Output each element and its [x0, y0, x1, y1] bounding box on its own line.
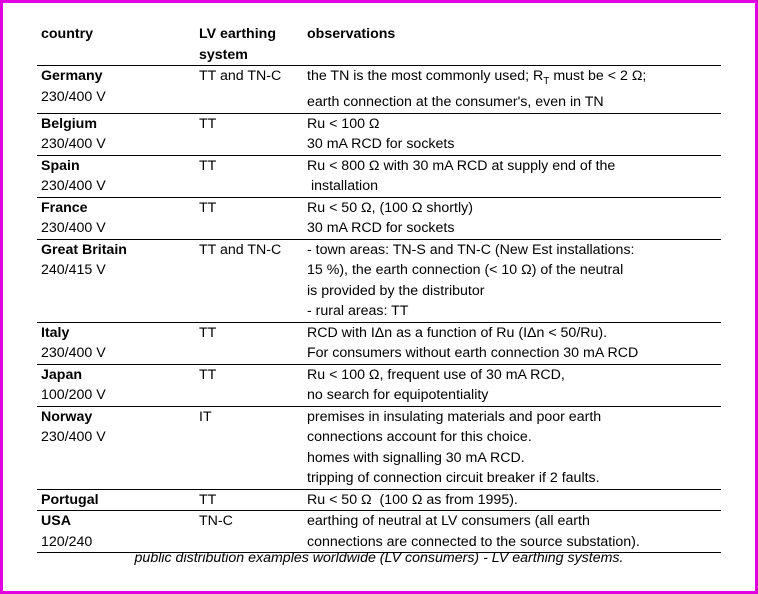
country-voltage: 120/240	[41, 533, 93, 550]
observation-line: - town areas: TN-S and TN-C (New Est installations:	[307, 241, 635, 258]
country-cell	[37, 364, 195, 406]
observations-cell	[303, 406, 721, 489]
observation-line: Ru < 50 Ω, (100 Ω shortly)	[307, 199, 473, 216]
table-row	[37, 197, 721, 239]
country-voltage: 230/400 V	[41, 429, 106, 446]
observations-cell	[303, 239, 721, 322]
country-name: USA	[41, 513, 71, 530]
observation-line: homes with signalling 30 mA RCD.	[307, 449, 525, 466]
country-cell	[37, 239, 195, 322]
system-cell: TT	[199, 366, 217, 383]
observation-line: connections account for this choice.	[307, 429, 532, 446]
observation-line: Ru < 50 Ω (100 Ω as from 1995).	[307, 491, 518, 508]
observation-line: tripping of connection circuit breaker if 2 faults.	[307, 470, 600, 487]
system-cell: IT	[199, 408, 212, 425]
observations-cell	[303, 511, 721, 553]
observation-line: 15 %), the earth connection (< 10 Ω) of the neutral	[307, 262, 624, 279]
table-row	[37, 239, 721, 322]
observation-line: premises in insulating materials and poor earth	[307, 408, 602, 425]
earthing-systems-table	[37, 24, 721, 553]
header-system-line2: system	[199, 46, 248, 63]
observation-line: earth connection at the consumer's, even in TN	[307, 94, 604, 111]
table-row	[37, 322, 721, 364]
table-row	[37, 364, 721, 406]
table-row	[37, 489, 721, 511]
country-cell	[37, 322, 195, 364]
system-cell: TT and TN-C	[199, 68, 282, 84]
system-cell: TT	[199, 157, 217, 174]
observations-cell	[303, 197, 721, 239]
table-header-row	[37, 24, 721, 66]
country-name: Spain	[41, 157, 80, 174]
system-cell: TN-C	[199, 513, 233, 530]
header-earthing-system	[195, 24, 303, 66]
country-voltage: 230/400 V	[41, 136, 106, 153]
observation-line: earthing of neutral at LV consumers (all earth	[307, 513, 590, 530]
country-voltage: 230/400 V	[41, 88, 106, 105]
table-row	[37, 406, 721, 489]
country-name: Italy	[41, 324, 70, 341]
observations-cell	[303, 155, 721, 197]
observations-cell	[303, 364, 721, 406]
country-name: France	[41, 199, 88, 216]
system-cell: TT	[199, 199, 217, 216]
header-country: country	[41, 26, 94, 42]
figure-caption: public distribution examples worldwide (LV consumers) - LV earthing systems.	[134, 550, 624, 566]
system-cell: TT	[199, 491, 217, 508]
observation-line: installation	[307, 178, 378, 195]
observation-line: connections are connected to the source substation).	[307, 533, 640, 550]
observation-line: Ru < 100 Ω, frequent use of 30 mA RCD,	[307, 366, 565, 383]
country-voltage: 230/400 V	[41, 345, 106, 362]
observations-cell	[303, 489, 721, 511]
country-voltage: 230/400 V	[41, 220, 106, 237]
country-cell	[37, 113, 195, 155]
country-name: Great Britain	[41, 241, 127, 258]
observations-cell	[303, 66, 721, 114]
country-name: Japan	[41, 366, 83, 383]
observation-line: - rural areas: TT	[307, 303, 409, 320]
observation-line: the TN is the most commonly used; $R_T$ must be < 2 Ω;	[307, 68, 647, 87]
country-cell	[37, 155, 195, 197]
observation-line: no search for equipotentiality	[307, 387, 489, 404]
header-observations: observations	[307, 26, 396, 42]
header-system-line1: LV earthing	[199, 26, 276, 42]
country-voltage: 230/400 V	[41, 178, 106, 195]
country-name: Germany	[41, 68, 103, 84]
observations-cell	[303, 322, 721, 364]
country-cell	[37, 66, 195, 114]
observation-line: RCD with IΔn as a function of Ru (IΔn < 50/Ru).	[307, 324, 608, 341]
observation-line: For consumers without earth connection 30 mA RCD	[307, 345, 639, 362]
system-cell: TT	[199, 115, 217, 132]
country-cell	[37, 511, 195, 553]
country-cell	[37, 489, 195, 511]
country-cell	[37, 197, 195, 239]
observation-line: is provided by the distributor	[307, 282, 485, 299]
table-row	[37, 155, 721, 197]
country-voltage: 100/200 V	[41, 387, 106, 404]
system-cell: TT	[199, 324, 217, 341]
table-row	[37, 66, 721, 114]
country-name: Portugal	[41, 491, 99, 508]
country-voltage: 240/415 V	[41, 262, 106, 279]
observation-line: Ru < 800 Ω with 30 mA RCD at supply end of the	[307, 157, 616, 174]
observation-line: 30 mA RCD for sockets	[307, 136, 455, 153]
country-name: Norway	[41, 408, 93, 425]
system-cell: TT and TN-C	[199, 241, 282, 258]
country-name: Belgium	[41, 115, 97, 132]
country-cell	[37, 406, 195, 489]
observation-line: 30 mA RCD for sockets	[307, 220, 455, 237]
table-row	[37, 511, 721, 553]
observations-cell	[303, 113, 721, 155]
table-row	[37, 113, 721, 155]
observation-line: Ru < 100 Ω	[307, 115, 380, 132]
